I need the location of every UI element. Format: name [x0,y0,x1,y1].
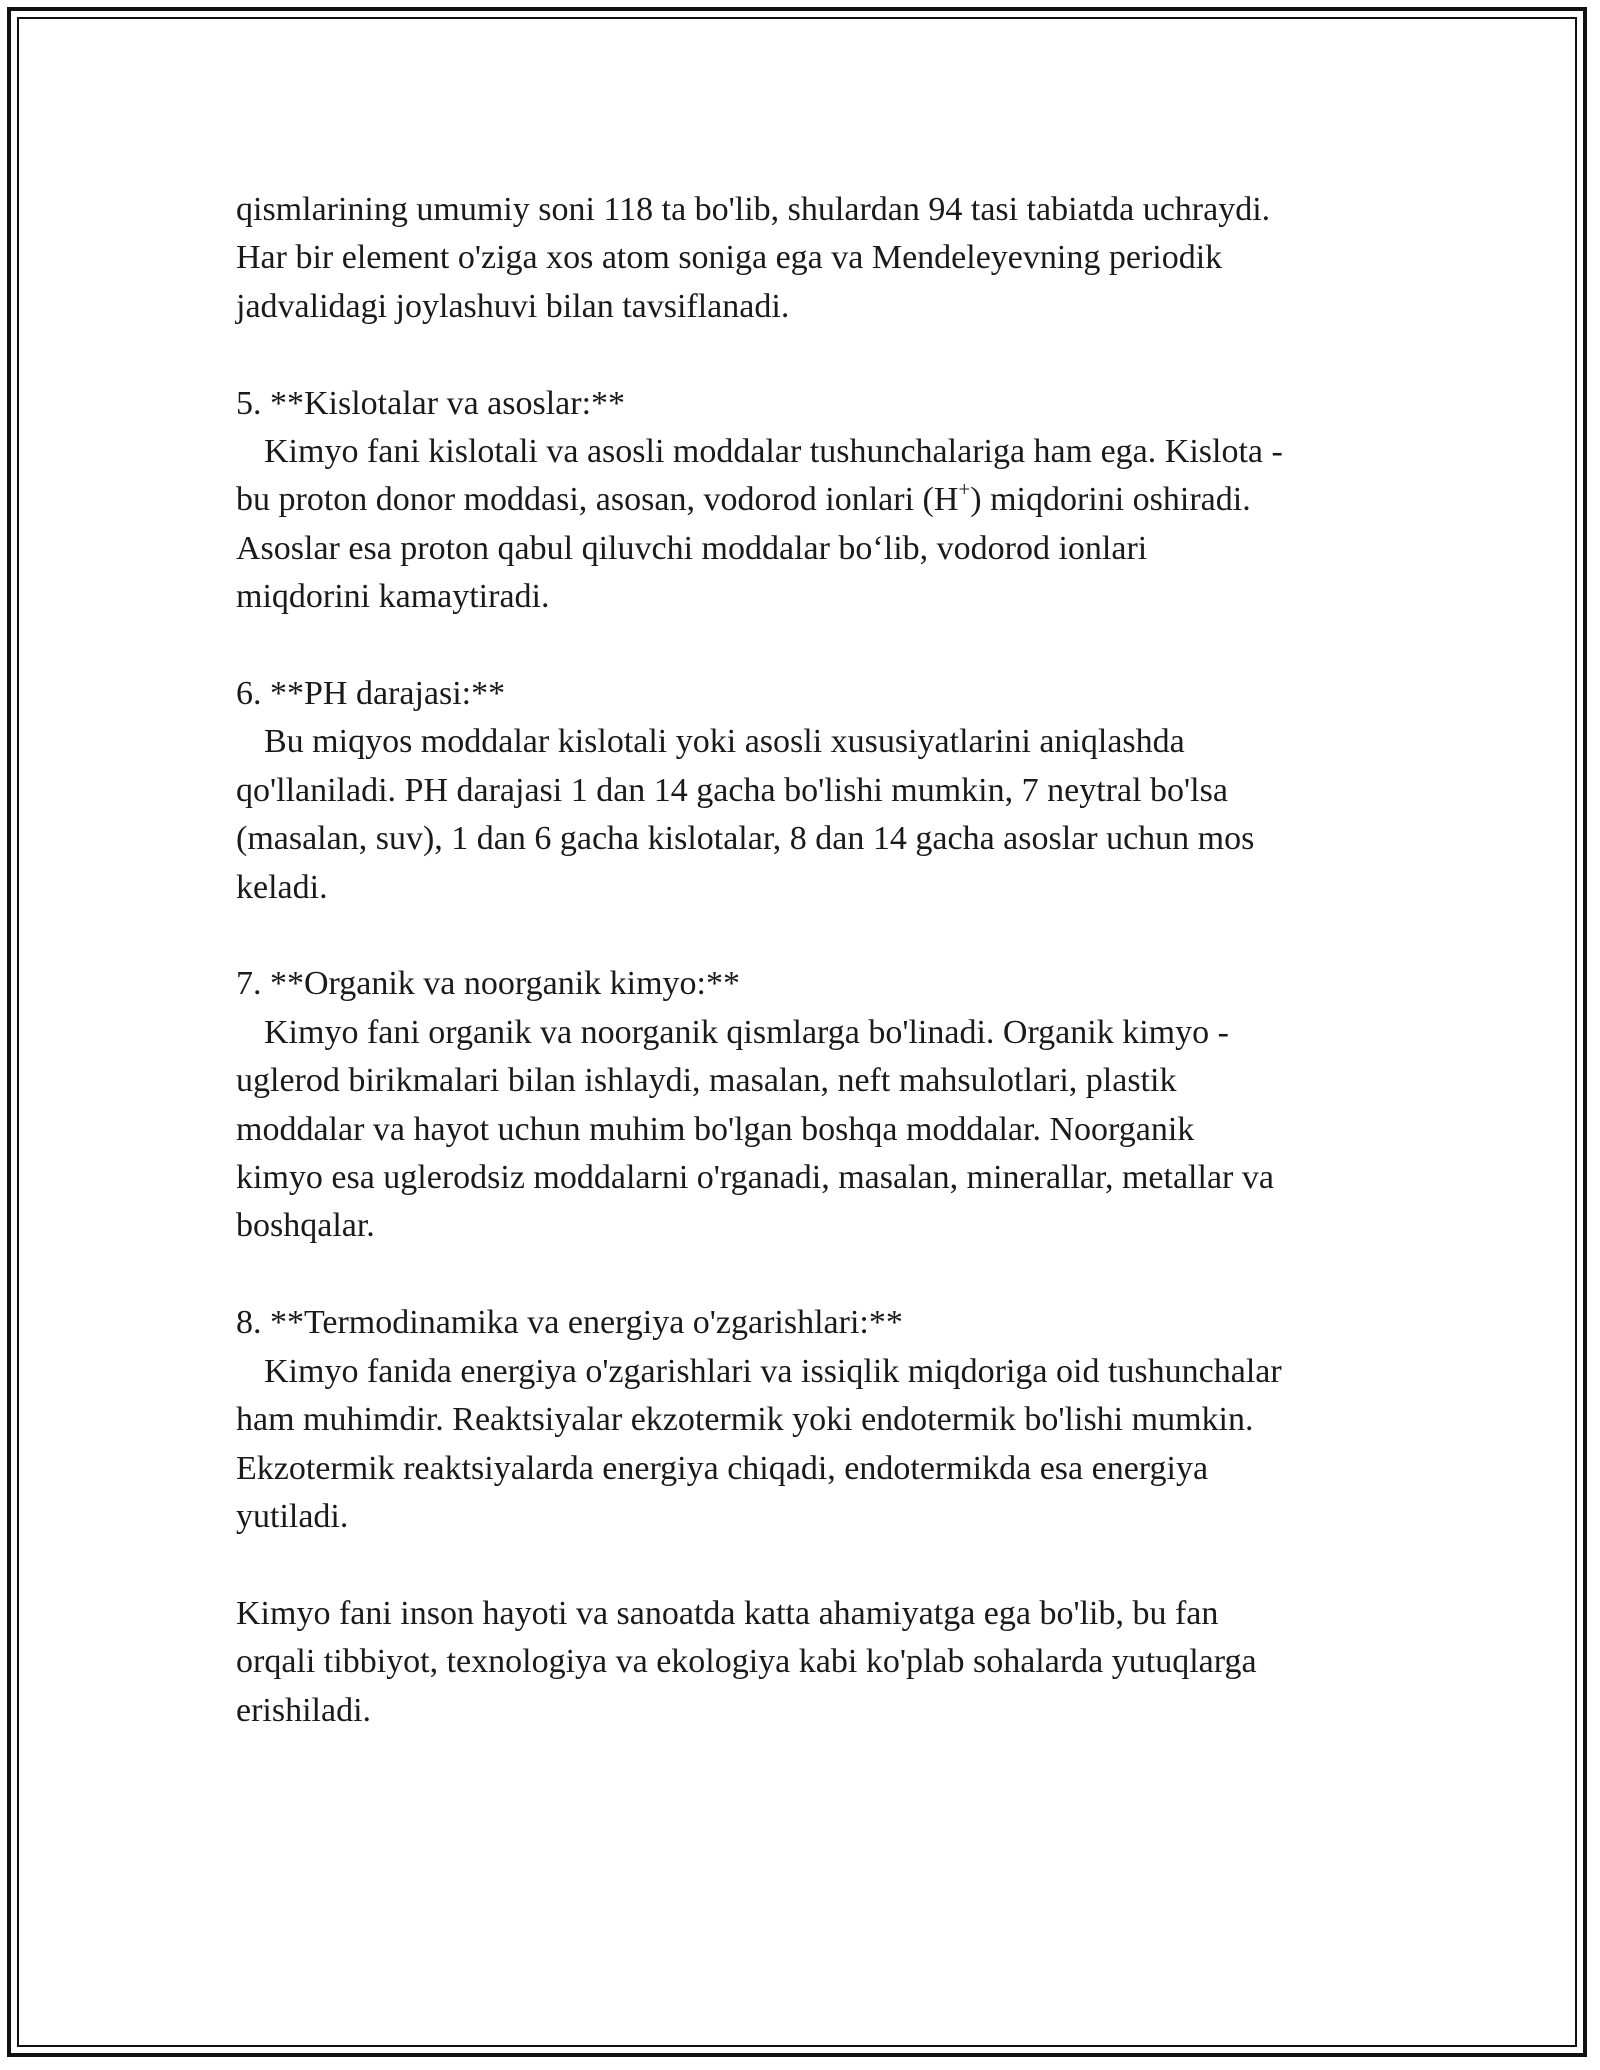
section-heading: 7. **Organik va noorganik kimyo:** [236,965,740,1003]
text-line: Bu miqyos moddalar kislotali yoki asosli xususiyatlarini aniqlashda [264,723,1185,761]
text-line: erishiladi. [236,1691,372,1729]
intro-paragraph [236,186,1386,331]
text-line: keladi. [236,868,328,906]
conclusion-paragraph [236,1590,1386,1735]
text-line: miqdorini kamaytiradi. [236,578,550,616]
section-7 [236,960,1386,1250]
section-heading: 8. **Termodinamika va energiya o'zgarishlari:** [236,1304,903,1342]
text-line-with-superscript [236,476,1386,524]
paragraph-gap [236,331,1386,379]
text-line: uglerod birikmalari bilan ishlaydi, masalan, neft mahsulotlari, plastik [236,1062,1177,1100]
text-line: qo'llaniladi. PH darajasi 1 dan 14 gacha bo'lishi mumkin, 7 neytral bo'lsa [236,771,1228,809]
text-line: ham muhimdir. Reaktsiyalar ekzotermik yoki endotermik bo'lishi mumkin. [236,1401,1254,1439]
text-line: (masalan, suv), 1 dan 6 gacha kislotalar, 8 dan 14 gacha asoslar uchun mos [236,820,1255,858]
text-line: Kimyo fani kislotali va asosli moddalar tushunchalariga ham ega. Kislota - [264,433,1283,471]
text-line: kimyo esa uglerodsiz moddalarni o'rganadi, masalan, minerallar, metallar va [236,1159,1274,1197]
section-6 [236,670,1386,912]
text-segment: ) miqdorini oshiradi. [970,481,1251,519]
section-heading: 5. **Kislotalar va asoslar:** [236,384,626,422]
text-line: Ekzotermik reaktsiyalarda energiya chiqadi, endotermikda esa energiya [236,1449,1209,1487]
paragraph-gap [236,912,1386,960]
text-line: Asoslar esa proton qabul qiluvchi moddalar bo‘lib, vodorod ionlari [236,529,1148,567]
section-8 [236,1299,1386,1541]
text-line: Kimyo fani inson hayoti va sanoatda katta ahamiyatga ega bo'lib, bu fan [236,1594,1219,1632]
text-line: orqali tibbiyot, texnologiya va ekologiya kabi ko'plab sohalarda yutuqlarga [236,1643,1257,1681]
text-line: moddalar va hayot uchun muhim bo'lgan boshqa moddalar. Noorganik [236,1110,1195,1148]
superscript: + [958,477,971,502]
paragraph-gap [236,1541,1386,1589]
paragraph-gap [236,1251,1386,1299]
text-line: boshqalar. [236,1207,375,1245]
text-line: Kimyo fanida energiya o'zgarishlari va issiqlik miqdoriga oid tushunchalar [264,1352,1282,1390]
text-line: qismlarining umumiy soni 118 ta bo'lib, shulardan 94 tasi tabiatda uchraydi. [236,191,1271,228]
text-line: jadvalidagi joylashuvi bilan tavsiflanadi. [236,287,790,325]
text-line: yutiladi. [236,1497,349,1535]
text-line: Kimyo fani organik va noorganik qismlarga bo'linadi. Organik kimyo - [264,1013,1229,1051]
section-heading: 6. **PH darajasi:** [236,675,506,713]
section-5 [236,380,1386,622]
text-segment: bu proton donor moddasi, asosan, vodorod ionlari (H [236,481,959,519]
paragraph-gap [236,622,1386,670]
document-body [236,186,1386,1735]
text-line: Har bir element o'ziga xos atom soniga ega va Mendeleyevning periodik [236,239,1223,277]
